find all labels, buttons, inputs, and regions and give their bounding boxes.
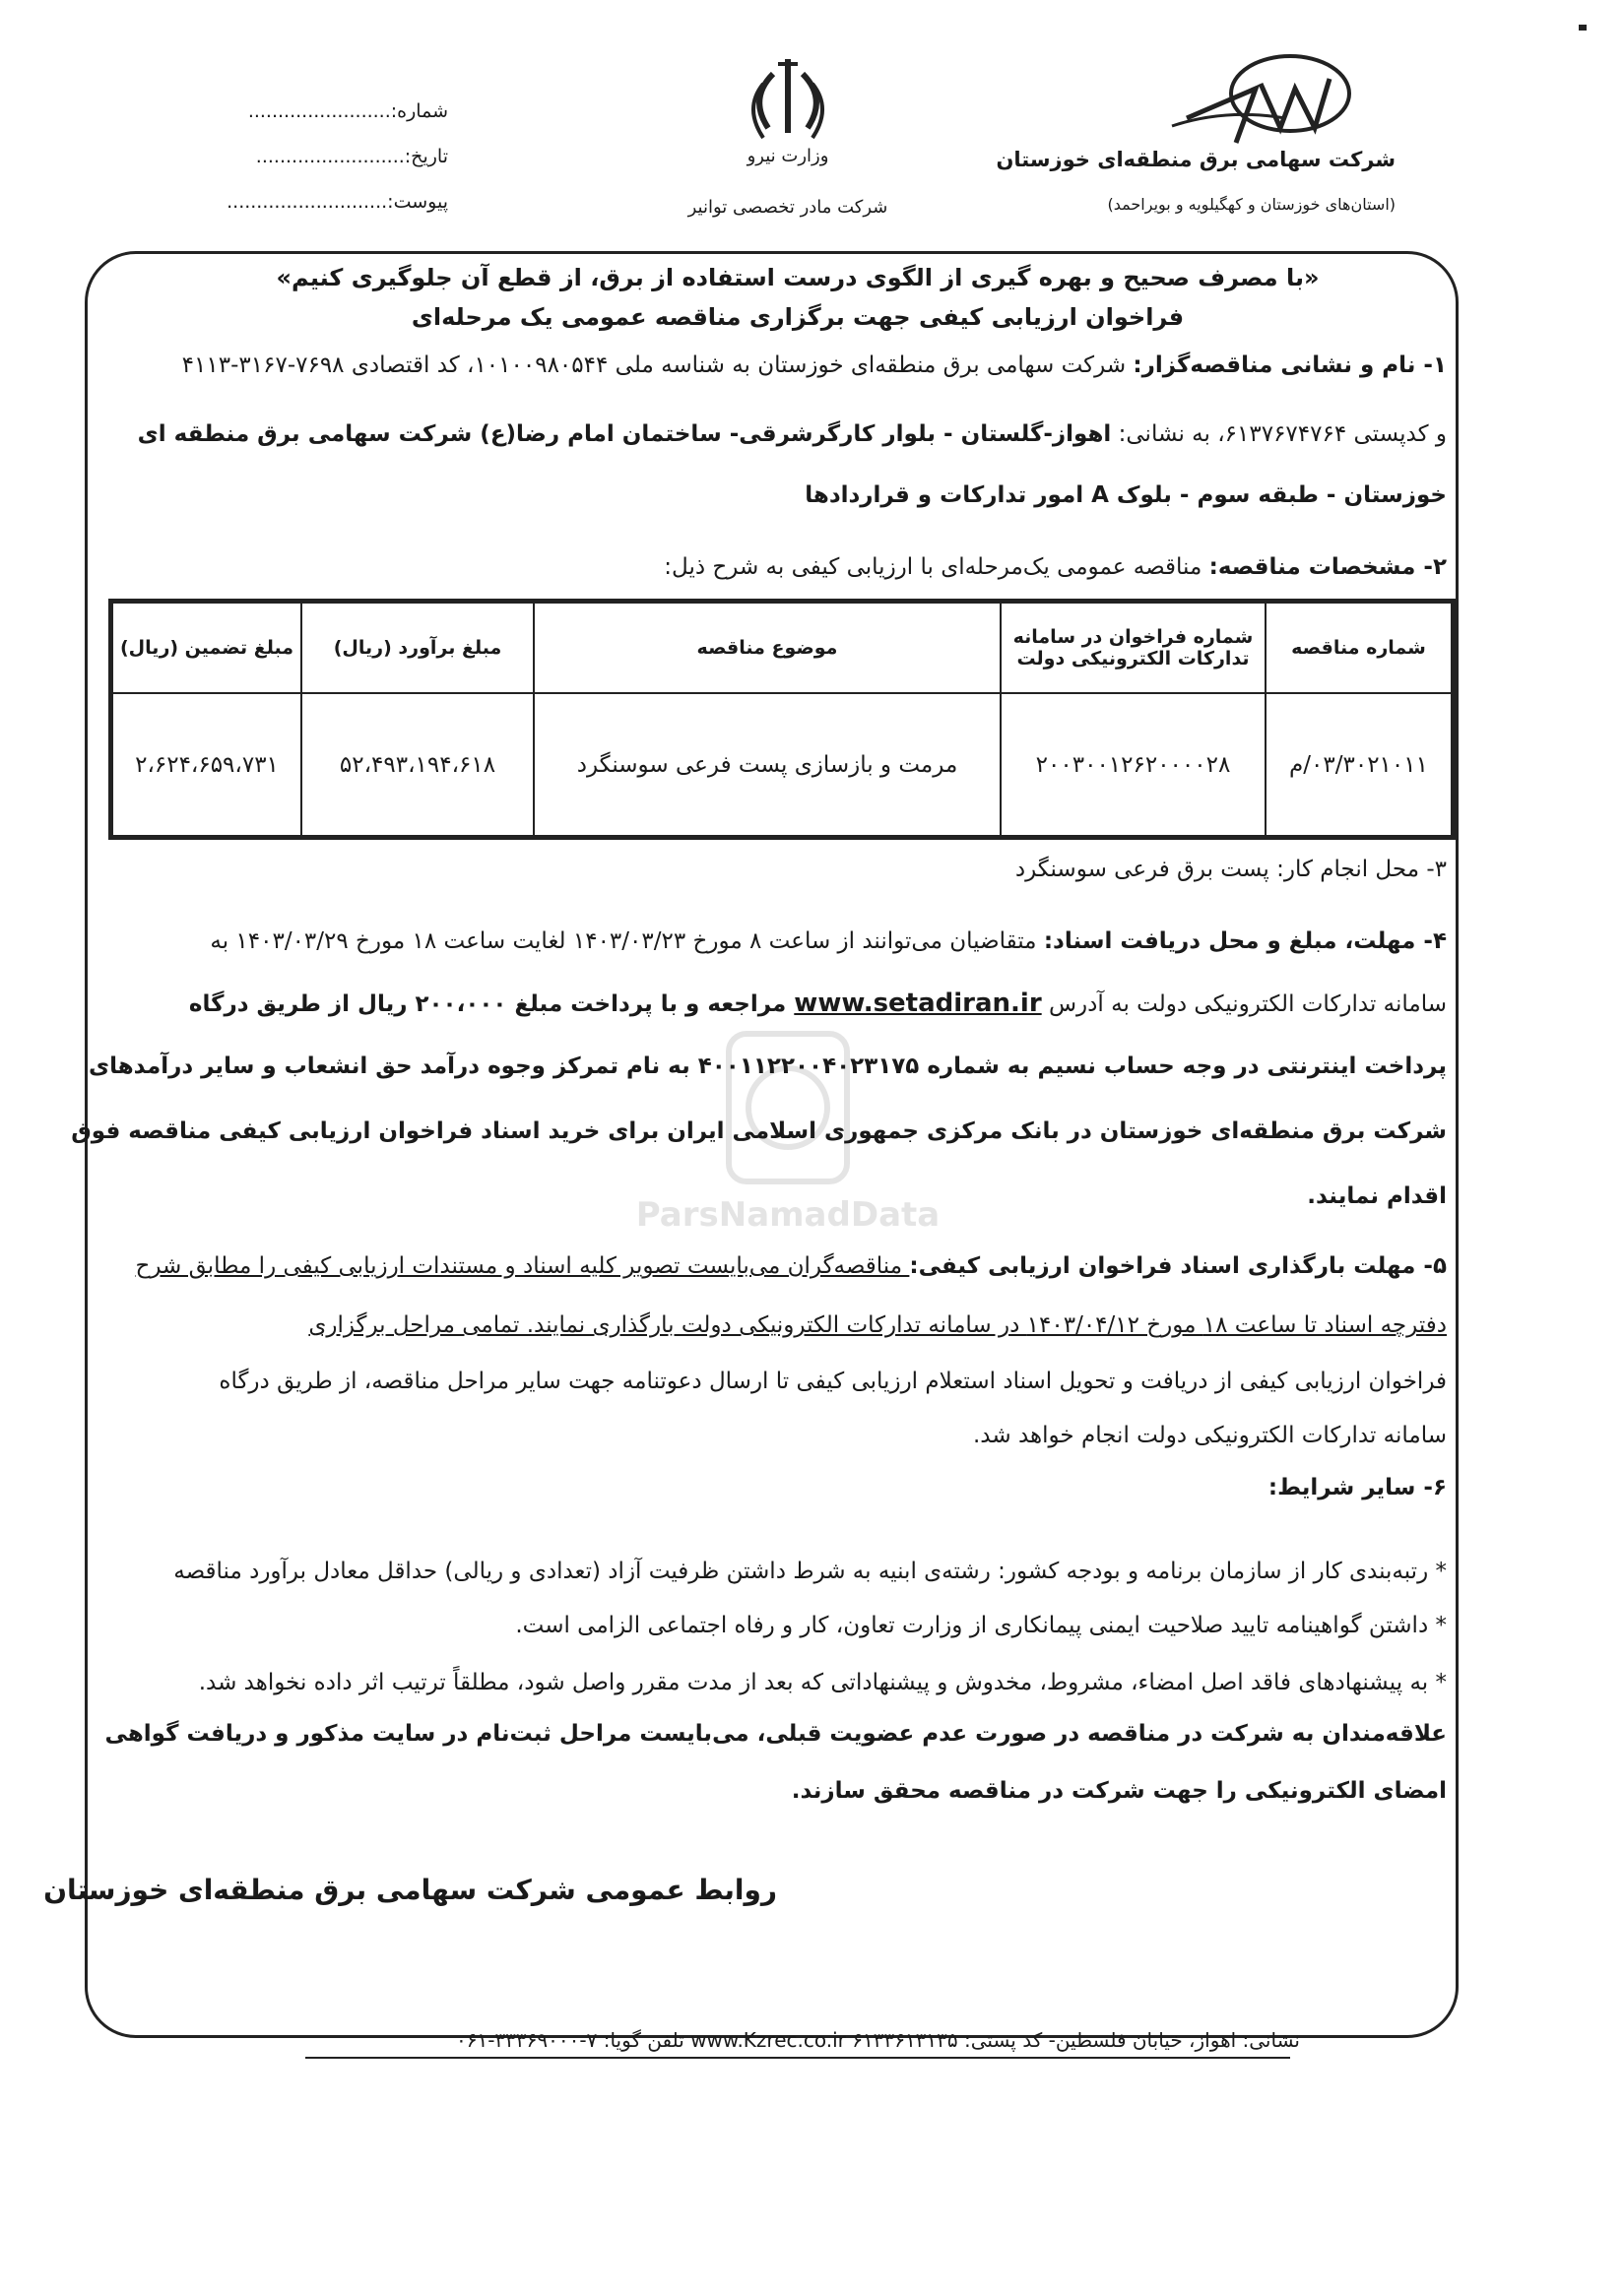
section-4-line-3 (89, 1053, 1447, 1079)
condition-item-1 (127, 1561, 1447, 1583)
section-2-label: ۲- مشخصات مناقصه: (1208, 554, 1447, 580)
section-3-line (127, 859, 1447, 881)
condition-item-3 (127, 1672, 1447, 1694)
cell-estimate: ۵۲،۴۹۳،۱۹۴،۶۱۸ (301, 693, 534, 836)
section-4-text-1: متقاضیان می‌توانند از ساعت ۸ مورخ ۱۴۰۳/۰۳/۲۳ لغایت ساعت ۱۸ مورخ ۱۴۰۳/۰۳/۲۹ به (210, 928, 1044, 954)
section-1-text-2b: اهواز-گلستان - بلوار کارگرشرقی- ساختمان امام رضا(ع) شرکت سهامی برق منطقه ای (137, 421, 1112, 447)
section-5-line-2 (127, 1314, 1447, 1337)
section-2-text: مناقصه عمومی یک‌مرحله‌ای با ارزیابی کیفی به شرح ذیل: (664, 554, 1209, 580)
section-6-line (127, 1477, 1447, 1499)
section-5-label: ۵- مهلت بارگذاری اسناد فراخوان ارزیابی کیفی: (909, 1253, 1447, 1279)
number-field: شماره:........................ (247, 100, 448, 122)
header-tender-number: شماره مناقصه (1266, 603, 1452, 693)
section-4-text-2b: مراجعه و با پرداخت مبلغ ۲۰۰،۰۰۰ ریال از طریق درگاه (188, 991, 795, 1017)
cell-guarantee: ۲،۶۲۴،۶۵۹،۷۳۱ (112, 693, 301, 836)
attachment-field: پیوست:........................... (227, 191, 448, 213)
setadiran-link[interactable]: www.setadiran.ir (794, 989, 1042, 1018)
section-4-text-4: شرکت برق منطقه‌ای خوزستان در بانک مرکزی جمهوری اسلامی ایران برای خرید اسناد فراخوان ارزیابی کیفی مناقصه فوق (71, 1118, 1447, 1144)
section-4-line-1 (127, 930, 1447, 953)
section-5-text-3: فراخوان ارزیابی کیفی از دریافت و تحویل اسناد استعلام ارزیابی کیفی تا ارسال دعوتنامه جهت سایر مراحل مناقصه، از طریق درگاه (219, 1369, 1447, 1394)
section-6-label: ۶- سایر شرایط: (1267, 1475, 1447, 1500)
section-1-line-2 (127, 423, 1447, 446)
condition-1-text: * رتبه‌بندی کار از سازمان برنامه و بودجه کشور: رشته‌ی ابنیه به شرط داشتن ظرفیت آزاد (تعدادی و ریالی) حداقل معادل برآورد مناقصه (173, 1559, 1447, 1584)
section-3-label: ۳- محل انجام کار: (1276, 857, 1447, 882)
cell-subject: مرمت و بازسازی پست فرعی سوسنگرد (534, 693, 1001, 836)
section-5-line-3 (127, 1371, 1447, 1393)
company-logo-icon (1167, 49, 1384, 158)
section-3-text: پست برق فرعی سوسنگرد (1014, 857, 1277, 882)
mother-company: شرکت مادر تخصصی توانیر (687, 197, 888, 218)
section-4-text-2a: سامانه تدارکات الکترونیکی دولت به آدرس (1041, 991, 1447, 1017)
cell-tender-number: ۰۳/۳۰۲۱۰۱۱/م (1266, 693, 1452, 836)
table-header-row (112, 603, 1452, 693)
section-1-text-1: شرکت سهامی برق منطقه‌ای خوزستان به شناسه ملی ۱۰۱۰۰۹۸۰۵۴۴، کد اقتصادی ۷۶۹۸-۳۱۶۷-۴۱۱۳ (181, 352, 1134, 378)
condition-2-text: * داشتن گواهینامه تایید صلاحیت ایمنی پیمانکاری از وزارت تعاون، کار و رفاه اجتماعی الزامی است. (515, 1613, 1447, 1638)
section-4-line-5 (127, 1185, 1447, 1208)
section-1-line-1 (127, 354, 1447, 377)
signature: روابط عمومی شرکت سهامی برق منطقه‌ای خوزستان (43, 1874, 777, 1906)
section-5-text-2: دفترچه اسناد تا ساعت ۱۸ مورخ ۱۴۰۳/۰۴/۱۲ در سامانه تدارکات الکترونیکی دولت بارگذاری نمایند. تمامی مراحل برگزاری (308, 1312, 1447, 1338)
cell-call-number: ۲۰۰۳۰۰۱۲۶۲۰۰۰۰۲۸ (1001, 693, 1266, 836)
note-1-text: علاقه‌مندان به شرکت در مناقصه در صورت عدم عضویت قبلی، می‌بایست مراحل ثبت‌نام در سایت مذکور و دریافت گواهی (104, 1721, 1447, 1747)
ministry-name: وزارت نیرو (747, 146, 829, 166)
section-4-label: ۴- مهلت، مبلغ و محل دریافت اسناد: (1043, 928, 1447, 954)
company-subtitle: (استان‌های خوزستان و کهگیلویه و بویراحمد) (1107, 195, 1396, 214)
section-5-text-4: سامانه تدارکات الکترونیکی دولت انجام خواهد شد. (972, 1423, 1447, 1448)
table-row (112, 693, 1452, 836)
section-1-text-2a: و کدپستی ۶۱۳۷۶۷۴۷۶۴، به نشانی: (1111, 421, 1447, 447)
section-2-line (127, 556, 1447, 579)
note-line-2 (127, 1780, 1447, 1803)
section-1-text-3: خوزستان - طبقه سوم - بلوک A امور تدارکات و قراردادها (805, 482, 1447, 508)
section-4-text-3: پرداخت اینترنتی در وجه حساب نسیم به شماره ۴۰۰۱۱۲۲۰۰۴۰۲۳۱۷۵ به نام تمرکز وجوه درآمد حق انشعاب و سایر درآمدهای (89, 1053, 1447, 1079)
date-field: تاریخ:......................... (255, 146, 448, 167)
header-subject: موضوع مناقصه (534, 603, 1001, 693)
note-2-text: امضای الکترونیکی را جهت شرکت در مناقصه محقق سازند. (791, 1778, 1447, 1804)
section-4-line-4 (71, 1118, 1447, 1144)
footer-address: نشانی: اهواز، خیابان فلسطین- کد پستی: ۶۱۳۳۶۱۳۱۳۵ www.Kzrec.co.ir تلفن گویا: ۷-۳۳۳۶۹۰۰۰-۰۶۱ (455, 2028, 1300, 2052)
iran-emblem-icon (744, 54, 832, 148)
header-estimate: مبلغ برآورد (ریال) (301, 603, 534, 693)
company-name: شرکت سهامی برق منطقه‌ای خوزستان (996, 148, 1396, 171)
section-5-line-4 (127, 1425, 1447, 1447)
section-4-text-5: اقدام نمایند. (1307, 1183, 1447, 1209)
note-line-1 (104, 1721, 1447, 1747)
condition-3-text: * به پیشنهادهای فاقد اصل امضاء، مشروط، مخدوش و پیشنهاداتی که بعد از مدت مقرر واصل شود، مطلقاً ترتیب اثر داده نخواهد شد. (198, 1670, 1447, 1695)
scan-mark (1579, 25, 1587, 31)
document-title: فراخوان ارزیابی کیفی جهت برگزاری مناقصه عمومی یک مرحله‌ای (411, 303, 1185, 331)
header-guarantee: مبلغ تضمین (ریال) (112, 603, 301, 693)
section-4-line-2 (127, 990, 1447, 1016)
footer-rule (305, 2057, 1290, 2059)
slogan: «با مصرف صحیح و بهره گیری از الگوی درست استفاده از برق، از قطع آن جلوگیری کنیم» (276, 264, 1320, 291)
section-5-line-1 (127, 1255, 1447, 1278)
header-call-number: شماره فراخوان در سامانه تدارکات الکترونیکی دولت (1001, 603, 1266, 693)
section-5-text-1: مناقصه‌گران می‌بایست تصویر کلیه اسناد و مستندات ارزیابی کیفی را مطابق شرح (135, 1253, 910, 1279)
section-1-label: ۱- نام و نشانی مناقصه‌گزار: (1133, 352, 1447, 378)
section-1-line-3 (127, 484, 1447, 507)
condition-item-2 (127, 1615, 1447, 1637)
watermark-brand: ParsNamadData (635, 1195, 941, 1235)
tender-table (108, 599, 1456, 840)
